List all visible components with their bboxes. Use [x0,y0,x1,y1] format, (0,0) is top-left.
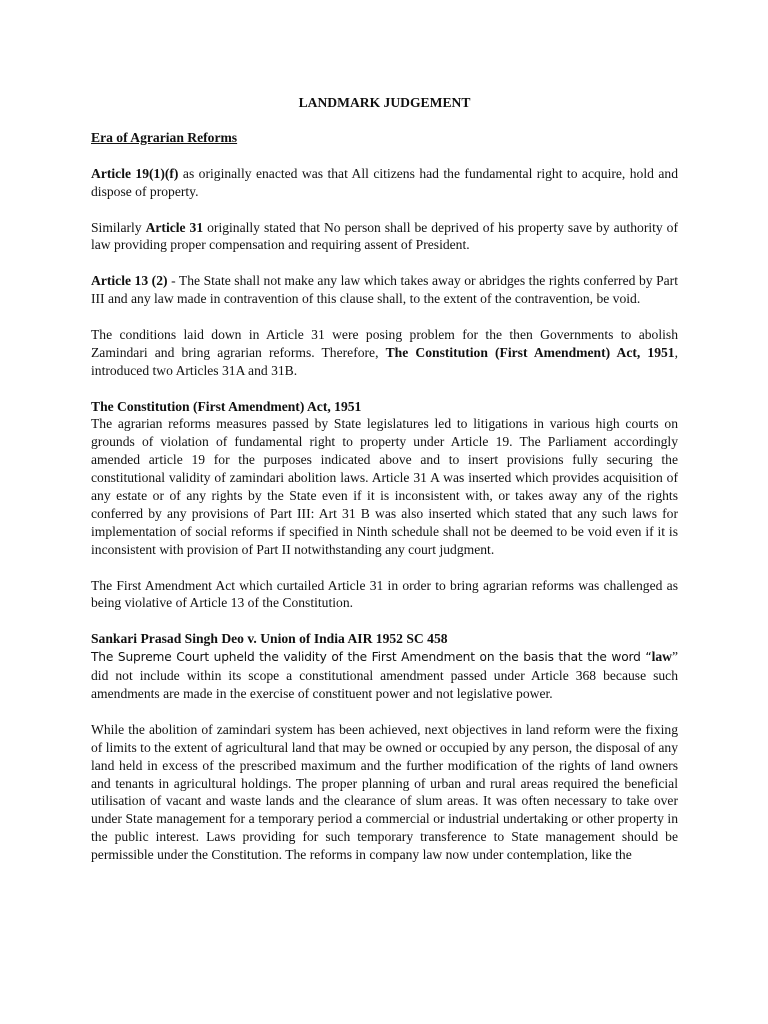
article-19-paragraph [91,165,678,201]
article-31-paragraph [91,219,678,255]
article-13-paragraph [91,272,678,308]
document-page [91,94,678,882]
sankari-text-lead: The Supreme Court upheld the validity of the First Amendment on the basis that the word “ [91,650,652,665]
article-13-text: - The State shall not make any law which takes away or abridges the rights conferred by Part III and any law made in contravention of this clause shall, to the extent of the contravention, be void. [91,273,678,307]
conditions-paragraph [91,326,678,380]
era-heading: Era of Agrarian Reforms [91,129,238,145]
page-title: LANDMARK JUDGEMENT [298,95,471,110]
sankari-heading: Sankari Prasad Singh Deo v. Union of India AIR 1952 SC 458 [91,631,448,647]
sankari-paragraph [91,648,678,703]
conditions-prefix: The conditions laid down in Article 31 were posing problem for the then Governments to abolish Zamindari and bring agrarian reforms. Therefore, [91,326,678,360]
article-13-label: Article 13 (2) [91,273,168,289]
article-19-text: as originally enacted was that All citizens had the fundamental right to acquire, hold and dispose of property. [91,165,678,199]
conditions-act-name: The Constitution (First Amendment) Act, 1951 [385,344,675,360]
conditions-suffix: , introduced two Articles 31A and 31B. [91,344,678,378]
article-31-prefix: Similarly [91,219,146,235]
article-31-label: Article 31 [145,219,204,235]
article-31-text: originally stated that No person shall be deprived of his property save by authority of law providing proper compensation and requiring assent of President. [91,219,679,253]
first-amendment-heading: The Constitution (First Amendment) Act, 1951 [91,398,362,414]
sankari-text-rest: ” did not include within its scope a constitutional amendment passed under Article 368 because such amendments are made in the exercise of constituent power and not legislative power. [91,649,678,701]
sankari-bold-word: law [651,649,672,665]
sankari-section [91,630,678,703]
first-amendment-paragraph: The agrarian reforms measures passed by State legislatures led to litigations in various high courts on grounds of violation of fundamental right to property under Article 19. The Parliament accordingly amended article 19 for the purposes indicated above and to insert provisions fully securing the constitutional validity of zamindari abolition laws. Article 31 A was inserted which provides acquisition of any estate or of any rights by the State even if it is inconsistent with, or takes away any of the rights conferred by any provisions of Part III: Art 31 B was also inserted which stated that any such laws for implementation of social reforms if specified in Ninth schedule shall not be deemed to be void even if it is inconsistent with provision of Part II notwithstanding any court judgment. [91,416,678,557]
zamindari-paragraph: While the abolition of zamindari system has been achieved, next objectives in land reform were the fixing of limits to the extent of agricultural land that may be owned or occupied by any person, the disposal of any land held in excess of the prescribed maximum and the further modification of the rights of land owners and tenants in agricultural holdings. The proper planning of urban and rural areas required the beneficial utilisation of vacant and waste lands and the clearance of slum areas. It was often necessary to take over under State management for a temporary period a commercial or industrial undertaking or other property in the public interest. Laws providing for such temporary transference to State management should be permissible under the Constitution. The reforms in company law now under contemplation, like the [91,721,678,863]
first-amendment-section [91,398,678,559]
article-19-label: Article 19(1)(f) [91,165,179,181]
challenge-paragraph: The First Amendment Act which curtailed Article 31 in order to bring agrarian reforms was challenged as being violative of Article 13 of the Constitution. [91,577,678,611]
